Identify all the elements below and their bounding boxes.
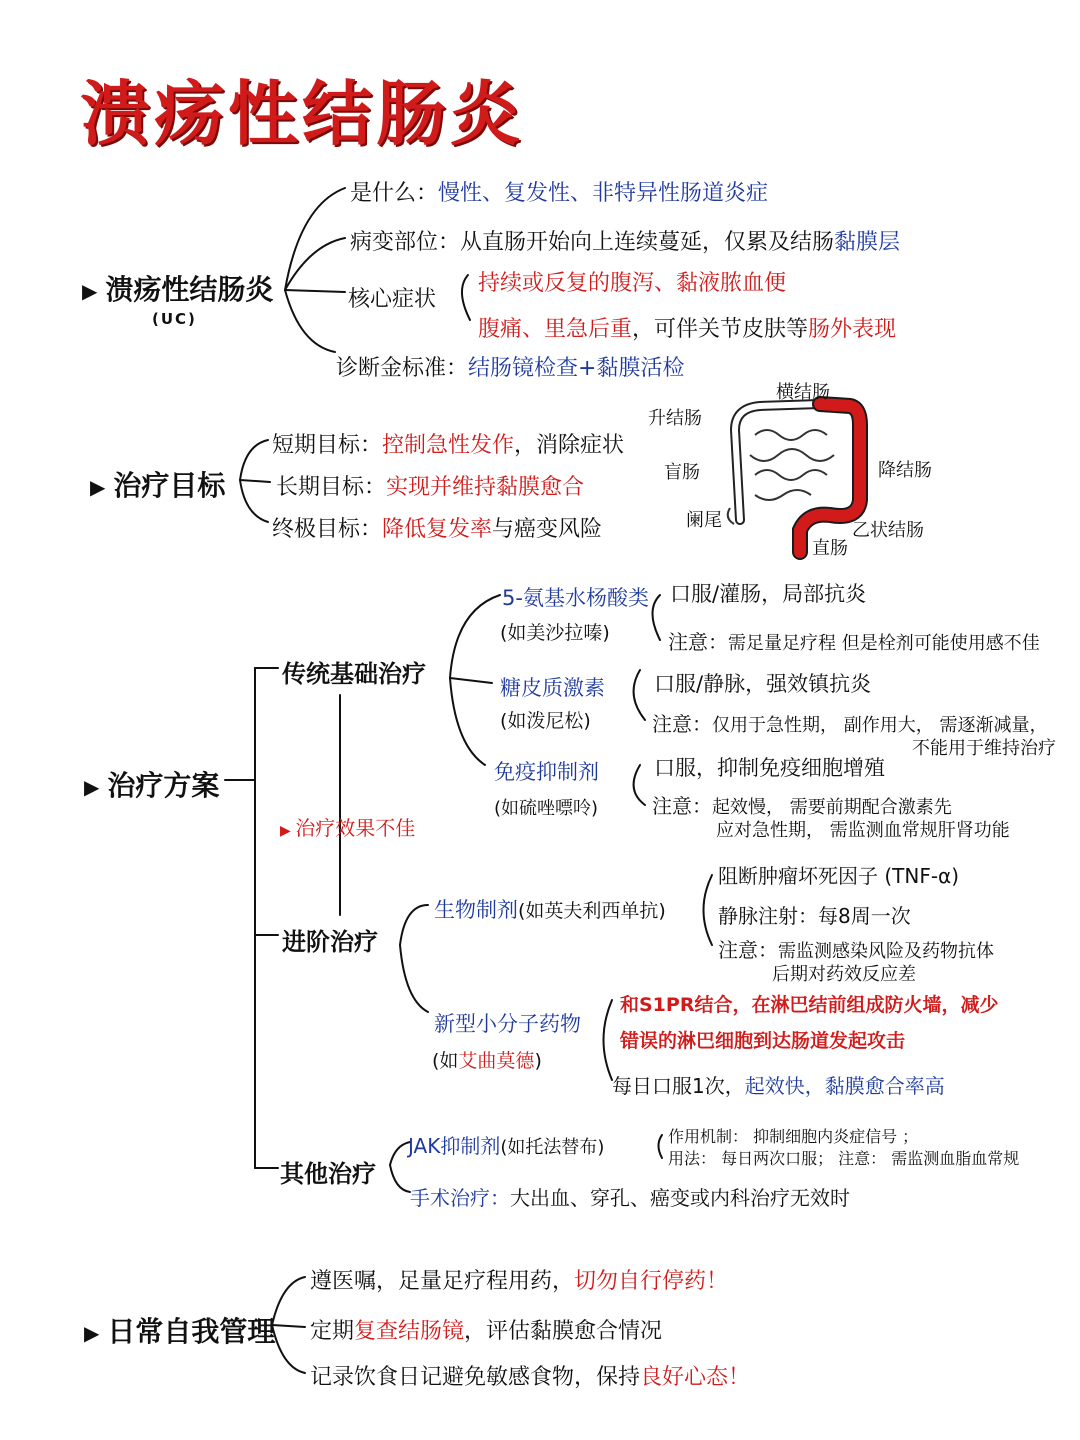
section-header-uc-text: 溃疡性结肠炎	[105, 273, 274, 306]
self-care-2c: ，评估黏膜愈合情况	[464, 1319, 663, 1344]
im-note-text-1: 起效慢， 需要前期配合激素先	[712, 797, 952, 818]
gc-note	[652, 708, 1047, 737]
label-transverse-colon: 横结肠	[776, 382, 830, 403]
what-row	[350, 176, 768, 207]
label-sigmoid-colon: 乙状结肠	[852, 520, 924, 541]
ultimate-goal-row	[272, 512, 602, 543]
surgery-label: 手术治疗：	[410, 1186, 510, 1210]
jak-mechanism: 作用机制： 抑制细胞内炎症信号 ；	[668, 1127, 919, 1146]
core-symptom-2	[478, 312, 896, 343]
bio-row	[434, 894, 666, 924]
section-header-plan-text: 治疗方案	[107, 769, 220, 802]
short-goal-value: 控制急性发作	[382, 433, 515, 458]
im-name: 免疫抑制剂	[494, 760, 599, 784]
basic-treatment: 传统基础治疗	[282, 660, 426, 688]
self-care-2a: 定期	[310, 1319, 355, 1344]
section-header-uc	[82, 268, 273, 308]
section-header-self-care	[84, 1310, 275, 1350]
gc-route: 口服/静脉，强效镇抗炎	[654, 672, 872, 696]
surgery-value: 大出血、穿孔、癌变或内科治疗无效时	[510, 1186, 850, 1210]
sm-point-1: 和S1PR结合，在淋巴结前组成防火墙，减少	[620, 994, 999, 1016]
im-example: (如硫唑嘌呤)	[494, 798, 599, 819]
im-note	[652, 790, 952, 819]
poor-effect-note	[280, 812, 415, 841]
self-care-1b: 切勿自行停药！	[574, 1269, 729, 1294]
asa-route: 口服/灌肠，局部抗炎	[670, 582, 867, 606]
core-symptom-1: 持续或反复的腹泻、黏液脓血便	[478, 271, 787, 296]
triangle-bullet-icon: ▶	[280, 823, 296, 839]
section-header-goals	[90, 464, 225, 504]
triangle-bullet-icon: ▶	[84, 1321, 100, 1345]
triangle-bullet-icon: ▶	[90, 475, 106, 499]
triangle-bullet-icon: ▶	[82, 279, 98, 303]
self-care-3b: 良好心态！	[640, 1365, 751, 1390]
sm-point-3	[612, 1070, 945, 1099]
bio-example: (如英夫利西单抗)	[518, 900, 666, 922]
core-symptom-2c: 肠外表现	[808, 317, 897, 342]
im-note-text-2: 应对急性期， 需监测血常规肝肾功能	[716, 820, 1010, 841]
poor-effect-text: 治疗效果不佳	[295, 816, 416, 840]
ultimate-goal-tail: 与癌变风险	[492, 517, 603, 542]
ultimate-goal-label: 终极目标：	[272, 517, 383, 542]
site-value: 从直肠开始向上连续蔓延，仅累及结肠	[460, 230, 835, 255]
gold-row	[336, 351, 684, 382]
core-symptom-2b: ，可伴关节皮肤等	[632, 317, 809, 342]
sm-name: 新型小分子药物	[434, 1012, 581, 1036]
core-symptom-2a: 腹痛、里急后重	[478, 317, 633, 342]
label-ascending-colon: 升结肠	[648, 408, 702, 429]
gold-value: 结肠镜检查+黏膜活检	[468, 356, 685, 381]
self-care-1	[310, 1264, 728, 1295]
surgery-row	[410, 1182, 850, 1211]
jak-example: (如托法替布)	[500, 1137, 605, 1158]
sm-example-b: 艾曲莫德	[458, 1050, 535, 1072]
ultimate-goal-value: 降低复发率	[382, 517, 493, 542]
sm-point-2: 错误的淋巴细胞到达肠道发起攻击	[620, 1030, 906, 1052]
self-care-2	[310, 1314, 662, 1345]
site-value-mucosa: 黏膜层	[834, 230, 901, 255]
jak-usage: 用法： 每日两次口服； 注意： 需监测血脂血常规	[668, 1149, 1020, 1168]
sm-example-c: )	[534, 1050, 542, 1072]
bio-point-1: 阻断肿瘤坏死因子 (TNF-α)	[718, 864, 960, 888]
uc-abbreviation: (UC)	[152, 310, 197, 328]
bio-point-2: 静脉注射：每8周一次	[718, 904, 911, 928]
bio-name: 生物制剂	[434, 898, 518, 922]
site-label: 病变部位：	[350, 230, 461, 255]
what-label: 是什么：	[350, 181, 439, 206]
im-route: 口服，抑制免疫细胞增殖	[654, 756, 885, 780]
other-treatment: 其他治疗	[280, 1160, 376, 1188]
sm-example	[432, 1046, 542, 1073]
label-appendix: 阑尾	[686, 510, 722, 531]
bio-note-label: 注意：	[718, 938, 778, 962]
long-goal-row	[276, 470, 584, 501]
gc-name: 糖皮质激素	[500, 676, 605, 700]
what-value: 慢性、复发性、非特异性肠道炎症	[438, 181, 769, 206]
gold-label: 诊断金标准：	[336, 356, 469, 381]
site-row	[350, 225, 900, 256]
jak-name: JAK抑制剂	[408, 1134, 501, 1158]
self-care-3a: 记录饮食日记避免敏感食物，保持	[310, 1365, 641, 1390]
label-rectum: 直肠	[812, 538, 848, 559]
label-descending-colon: 降结肠	[878, 460, 932, 481]
self-care-3	[310, 1360, 750, 1391]
short-goal-tail: ，消除症状	[514, 433, 625, 458]
asa-note-label: 注意：	[668, 630, 728, 654]
sm-example-a: (如	[432, 1050, 459, 1072]
gc-note-text-2: 不能用于维持治疗	[912, 738, 1056, 759]
section-header-self-care-text: 日常自我管理	[107, 1315, 276, 1348]
section-header-plan	[84, 764, 219, 804]
core-label: 核心症状	[348, 287, 437, 312]
page-title: 溃疡性结肠炎	[80, 72, 524, 155]
self-care-2b: 复查结肠镜	[354, 1319, 465, 1344]
asa-note-text: 需足量足疗程 但是栓剂可能使用感不佳	[728, 633, 1040, 654]
gc-note-text-1: 仅用于急性期， 副作用大， 需逐渐减量，	[712, 715, 1048, 736]
asa-name: 5-氨基水杨酸类	[502, 586, 649, 610]
bio-note-text-2: 后期对药效反应差	[772, 964, 916, 985]
advanced-treatment: 进阶治疗	[282, 928, 378, 956]
sm-point-3a: 每日口服1次，	[612, 1074, 745, 1098]
gc-note-label: 注意：	[652, 712, 712, 736]
jak-row	[408, 1130, 604, 1159]
gc-example: (如泼尼松)	[500, 710, 591, 732]
long-goal-label: 长期目标：	[276, 475, 387, 500]
im-note-label: 注意：	[652, 794, 712, 818]
bio-note-text-1: 需监测感染风险及药物抗体	[778, 941, 994, 962]
asa-example: (如美沙拉嗪)	[500, 622, 610, 644]
section-header-goals-text: 治疗目标	[113, 469, 226, 502]
short-goal-row	[272, 428, 624, 459]
sm-point-3b: 起效快，黏膜愈合率高	[744, 1074, 945, 1098]
asa-note	[668, 626, 1040, 655]
short-goal-label: 短期目标：	[272, 433, 383, 458]
long-goal-value: 实现并维持黏膜愈合	[386, 475, 585, 500]
bio-note	[718, 934, 994, 963]
self-care-1a: 遵医嘱，足量足疗程用药，	[310, 1269, 575, 1294]
label-cecum: 盲肠	[664, 462, 700, 483]
triangle-bullet-icon: ▶	[84, 775, 100, 799]
